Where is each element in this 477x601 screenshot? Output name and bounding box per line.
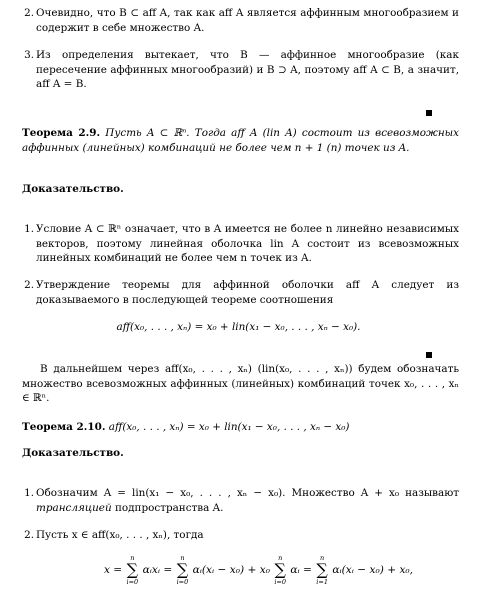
qed-mark	[426, 110, 432, 116]
list-item	[24, 486, 459, 515]
formula-part: αᵢ(xᵢ − x₀) + x₀,	[332, 564, 414, 576]
item-number: 1.	[24, 487, 34, 499]
theorem-label: Теорема 2.10.	[22, 421, 106, 433]
sum-operator: n ∑ i=0	[274, 554, 287, 586]
sum-operator: n ∑ i=0	[176, 554, 189, 586]
list-item	[24, 48, 459, 92]
theorem-label: Теорема 2.9.	[22, 127, 101, 139]
item-text: Из определения вытекает, что B — аффинное многообразие (как пересечение аффинных многообразий) и B ⊃ A, поэтому aff A ⊂ B, а значит, aff A = B.	[36, 49, 459, 91]
item-text: подпространства A.	[114, 501, 224, 514]
proof-heading: Доказательство.	[22, 183, 124, 195]
item-text: Обозначим A = lin(x₁ − x₀, . . . , xₙ − x₀). Множество A + x₀ называют	[36, 487, 459, 499]
proof-heading: Доказательство.	[22, 447, 124, 459]
item-number: 2.	[24, 7, 34, 19]
paragraph-text: В дальнейшем через aff(x₀, . . . , xₙ) (lin(x₀, . . . , xₙ)) будем обозначать множество всевозможных аффинных (линейных) комбинаций точек x₀, . . . , xₙ ∈ ℝⁿ.	[22, 363, 459, 405]
formula-part: αᵢ(xᵢ − x₀) + x₀	[192, 564, 270, 576]
theorem-text: Пусть A ⊂ ℝⁿ. Тогда aff A (lin A) состоит из всевозможных аффинных (линейных) комбинаций не более чем n + 1 (n) точек из A.	[22, 127, 459, 154]
list-item	[24, 278, 459, 307]
item-number: 2.	[24, 279, 34, 291]
item-text: Утверждение теоремы для аффинной оболочки aff A следует из доказываемого в последующей теореме соотношения	[36, 279, 459, 306]
item-number: 3.	[24, 49, 34, 61]
item-number: 2.	[24, 529, 34, 541]
sum-formula	[60, 554, 457, 586]
formula-part: αᵢxᵢ =	[142, 564, 173, 576]
formula-part: x =	[103, 564, 123, 576]
theorem-2-10	[22, 420, 459, 435]
formula-part: αᵢ =	[290, 564, 312, 576]
qed-mark	[426, 352, 432, 358]
item-text: Очевидно, что B ⊂ aff A, так как aff A является аффинным многообразием и содержит в себе множество A.	[36, 7, 459, 34]
sum-operator: n ∑ i=1	[316, 554, 328, 586]
list-item	[24, 6, 459, 35]
item-number: 1.	[24, 223, 34, 235]
list-item	[24, 528, 459, 543]
sum-operator: n ∑ i=0	[126, 554, 139, 586]
item-text: Пусть x ∈ aff(x₀, . . . , xₙ), тогда	[36, 529, 204, 541]
list-item	[24, 222, 459, 266]
theorem-text: aff(x₀, . . . , xₙ) = x₀ + lin(x₁ − x₀, . . . , xₙ − x₀)	[108, 421, 350, 433]
paragraph	[22, 362, 459, 406]
item-text: Условие A ⊂ ℝⁿ означает, что в A имеется не более n линейно независимых векторов, поэтому линейная оболочка lin A состоит из всевозможных линейных комбинаций не более чем n точек из A.	[36, 223, 459, 265]
formula-aff-lin: aff(x₀, . . . , xₙ) = x₀ + lin(x₁ − x₀, . . . , xₙ − x₀).	[116, 321, 361, 333]
emphasis-term: трансляцией	[36, 501, 112, 514]
theorem-2-9	[22, 126, 459, 155]
